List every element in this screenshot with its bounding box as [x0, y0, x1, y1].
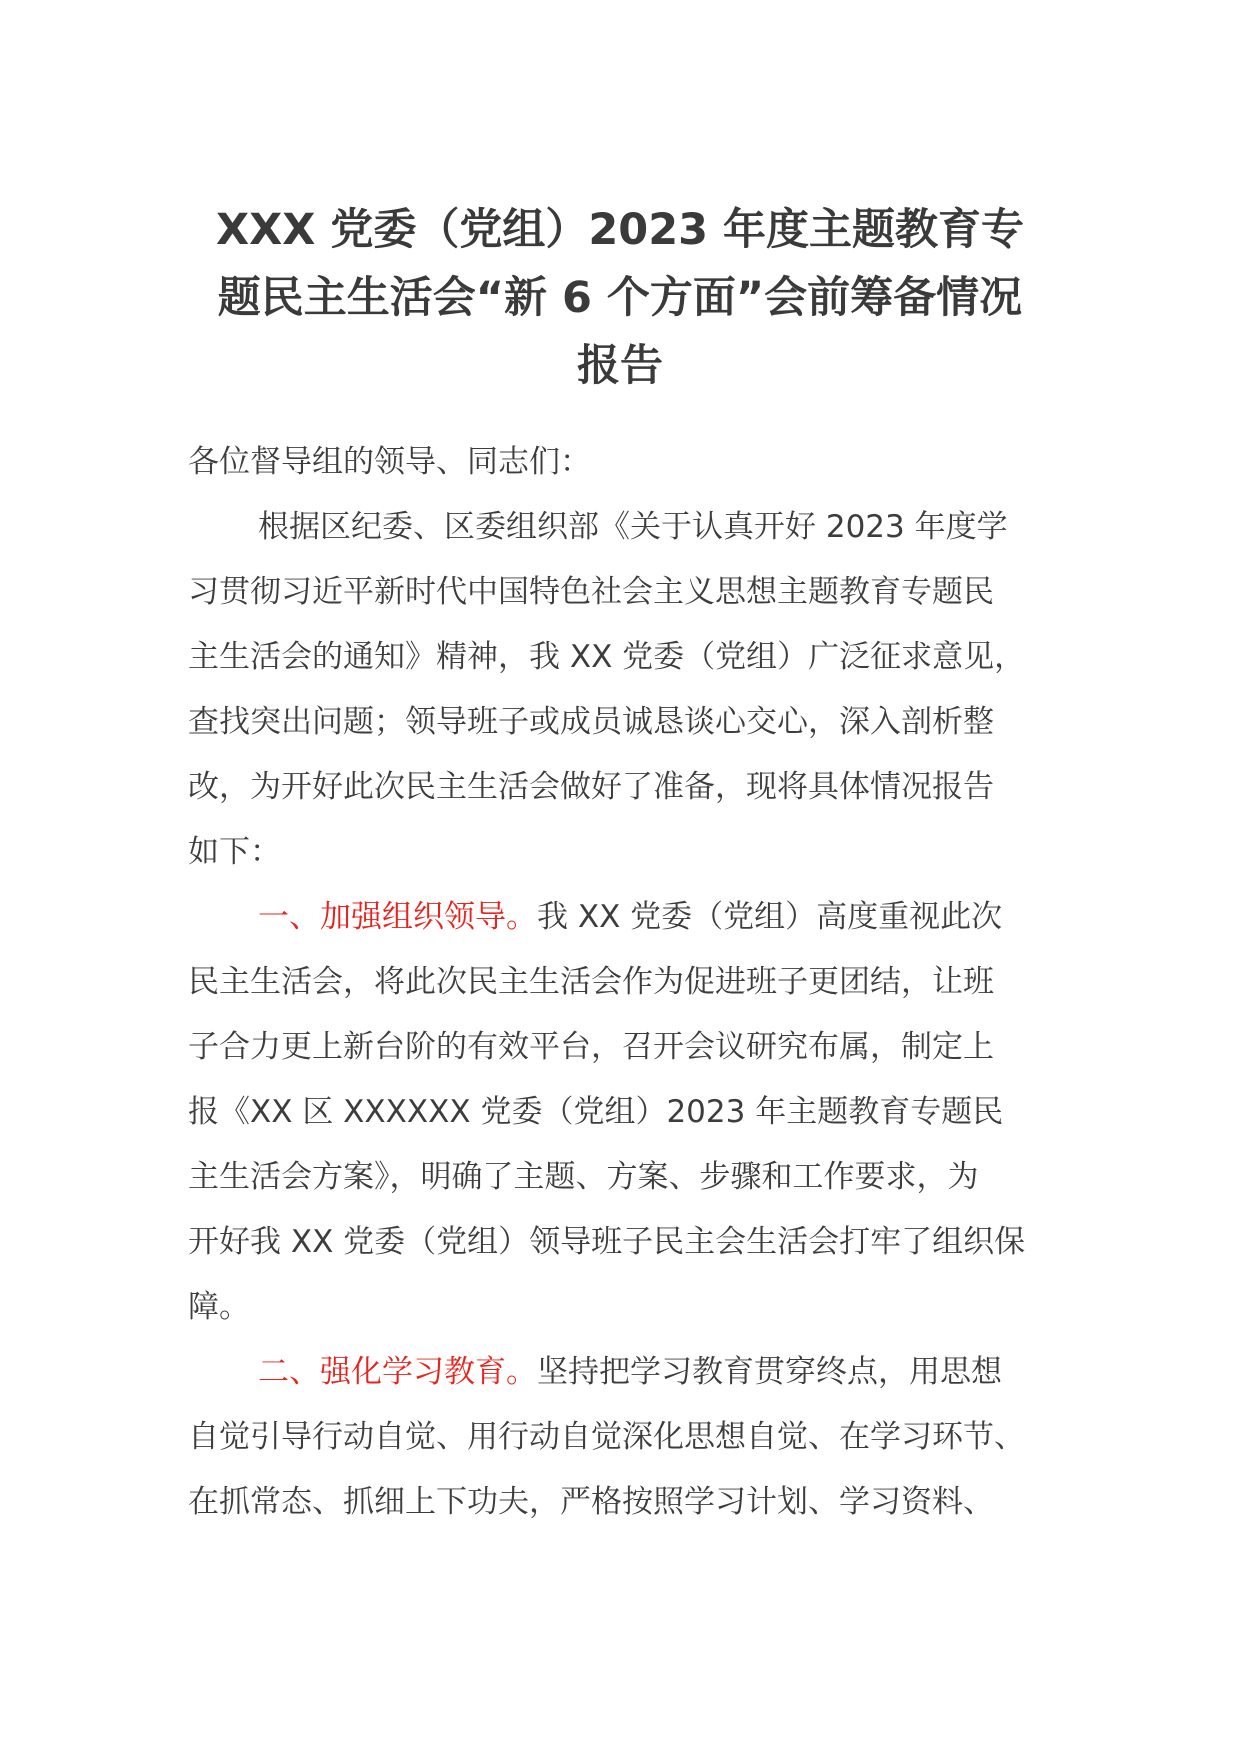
section-1-line-3: 子合力更上新台阶的有效平台，召开会议研究布属，制定上: [188, 1029, 994, 1065]
intro-line-5: 改，为开好此次民主生活会做好了准备，现将具体情况报告: [188, 769, 994, 805]
intro-line-1: 根据区纪委、区委组织部《关于认真开好 2023 年度学: [258, 509, 1008, 545]
section-1-line-5: 主生活会方案》，明确了主题、方案、步骤和工作要求，为: [188, 1159, 979, 1195]
document-body: [188, 430, 1068, 1535]
document-title: [160, 196, 1080, 400]
section-2-heading: 二、强化学习教育。: [258, 1354, 537, 1390]
intro-line-2: 习贯彻习近平新时代中国特色社会主义思想主题教育专题民: [188, 574, 994, 610]
section-2-line-2: 自觉引导行动自觉、用行动自觉深化思想自觉、在学习环节、: [188, 1419, 1025, 1455]
title-line-1: XXX 党委（党组）2023 年度主题教育专: [215, 205, 1025, 255]
intro-line-4: 查找突出问题；领导班子或成员诚恳谈心交心，深入剖析整: [188, 704, 994, 740]
section-1-line-4: 报《XX 区 XXXXXX 党委（党组）2023 年主题教育专题民: [188, 1094, 1004, 1130]
intro-line-3: 主生活会的通知》精神，我 XX 党委（党组）广泛征求意见，: [188, 639, 1026, 675]
section-2-line-3: 在抓常态、抓细上下功夫，严格按照学习计划、学习资料、: [188, 1484, 994, 1520]
intro-line-6: 如下：: [188, 834, 281, 870]
section-1-line-6: 开好我 XX 党委（党组）领导班子民主会生活会打牢了组织保: [188, 1224, 1026, 1260]
intro-paragraph: [188, 495, 1068, 885]
section-2-first-line-text: 坚持把学习教育贯穿终点，用思想: [537, 1354, 1002, 1390]
section-1-heading: 一、加强组织领导。: [258, 899, 537, 935]
section-2-paragraph: [188, 1340, 1068, 1535]
title-line-2: 题民主生活会“新 6 个方面”会前筹备情况: [217, 273, 1023, 323]
section-1-first-line: [188, 885, 1068, 950]
title-line-3: 报告: [577, 341, 663, 391]
section-1-line-2: 民主生活会，将此次民主生活会作为促进班子更团结，让班: [188, 964, 994, 1000]
salutation: 各位督导组的领导、同志们：: [188, 444, 591, 480]
section-1-paragraph: [188, 885, 1068, 1340]
section-2-first-line: [188, 1340, 1068, 1405]
section-1-line-7: 障。: [188, 1289, 250, 1325]
section-1-first-line-text: 我 XX 党委（党组）高度重视此次: [537, 899, 1003, 935]
